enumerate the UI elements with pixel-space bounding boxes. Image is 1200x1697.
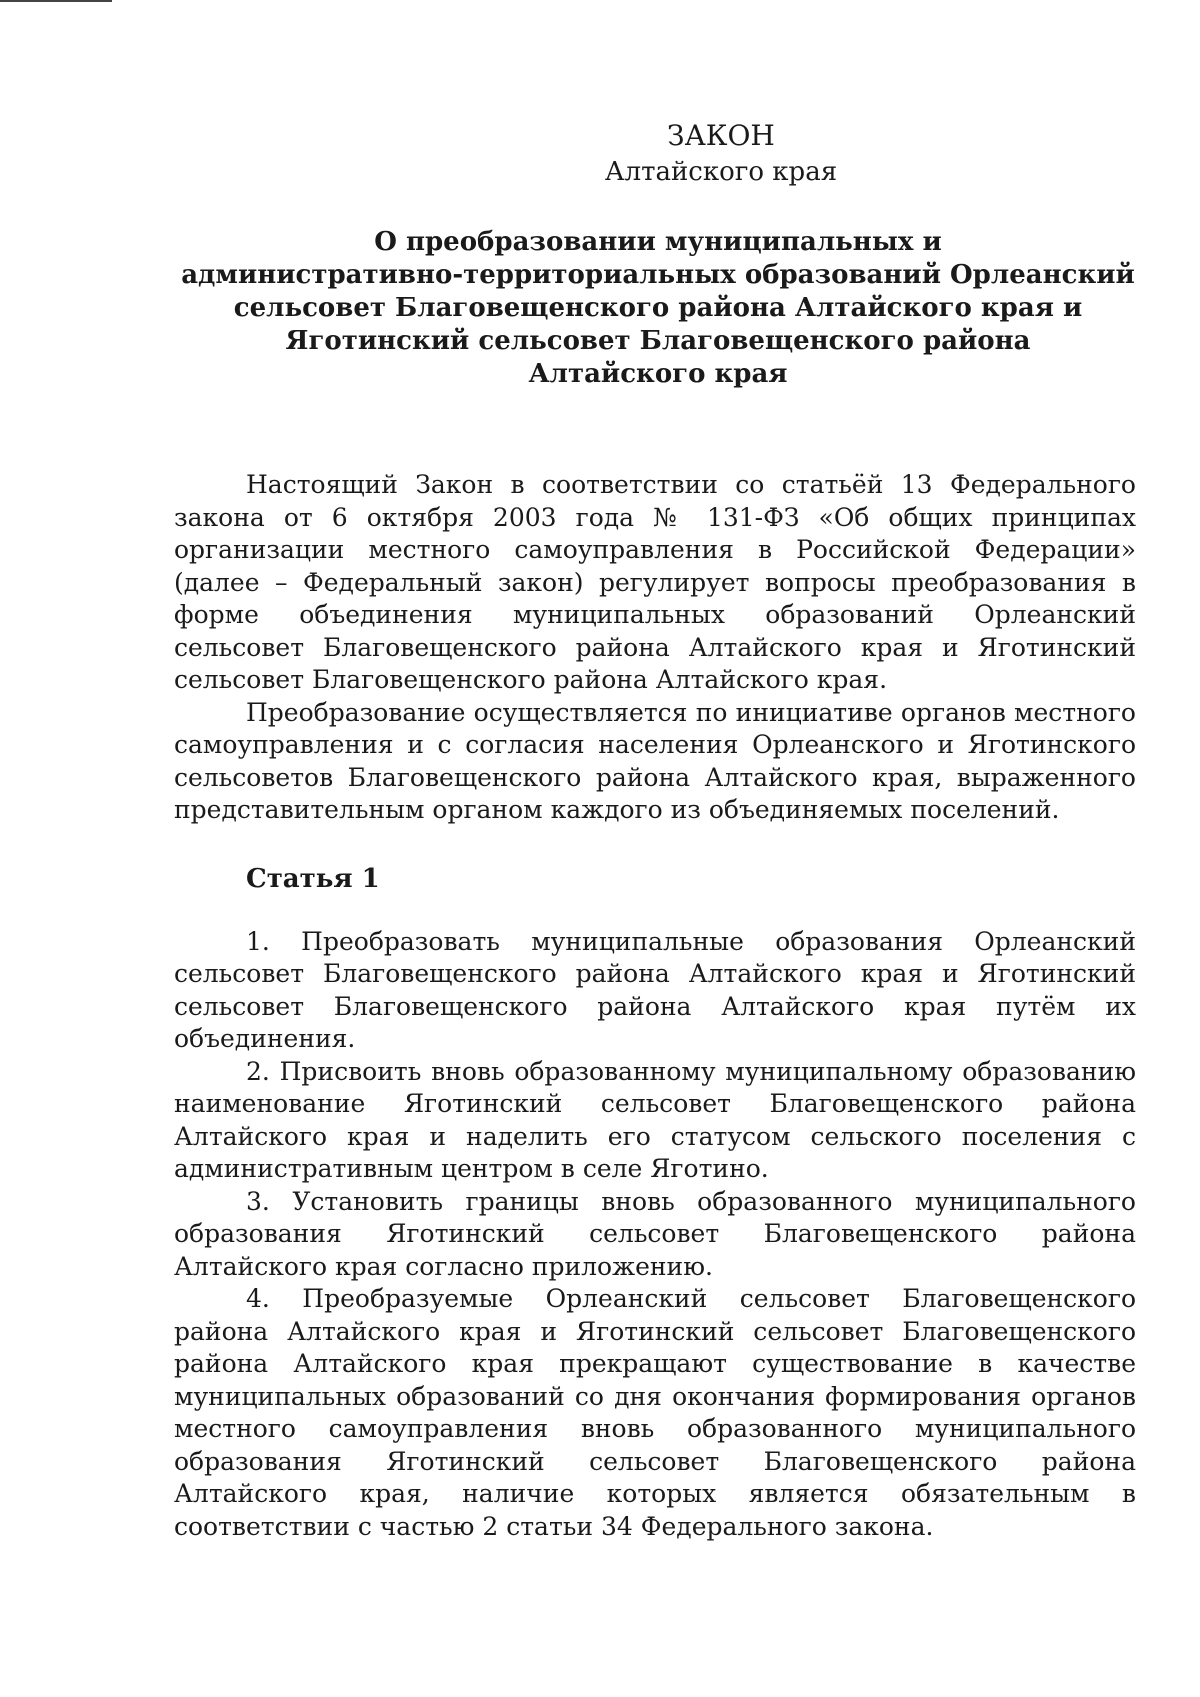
document-page (174, 118, 1136, 1543)
article-item: 1. Преобразовать муниципальные образования Орлеанский сельсовет Благовещенского района Алтайского края и Яготинский сельсовет Благовещенского района Алтайского края путём их объединения. (174, 926, 1136, 1053)
law-type-heading: ЗАКОН (667, 119, 775, 152)
preamble-paragraph: Настоящий Закон в соответствии со статьёй 13 Федерального закона от 6 октября 2003 года № 131-ФЗ «Об общих принципах организации местного самоуправления в Российской Федерации» (далее – Федеральный закон) регулирует вопросы преобразования в форме объединения муниципальных образований Орлеанский сельсовет Благовещенского района Алтайского края и Яготинский сельсовет Благовещенского района Алтайского края. (174, 470, 1136, 694)
law-title (174, 226, 1136, 391)
article-heading: Статья 1 (246, 863, 380, 894)
law-title-line: административно-территориальных образований Орлеанский (181, 260, 1135, 290)
law-title-line: Алтайского края (528, 359, 788, 389)
law-title-line: О преобразовании муниципальных и (374, 227, 942, 257)
article-item: 3. Установить границы вновь образованного муниципального образования Яготинский сельсовет Благовещенского района Алтайского края согласно приложению. (174, 1186, 1136, 1281)
scan-edge-line (0, 0, 112, 2)
preamble (174, 469, 1136, 827)
article-body (174, 926, 1136, 1544)
law-region-heading: Алтайского края (604, 157, 838, 187)
law-title-line: сельсовет Благовещенского района Алтайского края и (233, 293, 1083, 323)
law-title-line: Яготинский сельсовет Благовещенского района (285, 326, 1031, 356)
preamble-paragraph: Преобразование осуществляется по инициативе органов местного самоуправления и с согласия населения Орлеанского и Яготинского сельсоветов Благовещенского района Алтайского края, выраженного представительным органом каждого из объединяемых поселений. (174, 697, 1136, 824)
article-item: 2. Присвоить вновь образованному муниципальному образованию наименование Яготинский сельсовет Благовещенского района Алтайского края и наделить его статусом сельского поселения с административным центром в селе Яготино. (174, 1056, 1136, 1183)
article-item: 4. Преобразуемые Орлеанский сельсовет Благовещенского района Алтайского края и Яготинский сельсовет Благовещенского района Алтайского края прекращают существование в качестве муниципальных образований со дня окончания формирования органов местного самоуправления вновь образованного муниципального образования Яготинский сельсовет Благовещенского района Алтайского края, наличие которых является обязательным в соответствии с частью 2 статьи 34 Федерального закона. (174, 1284, 1136, 1541)
